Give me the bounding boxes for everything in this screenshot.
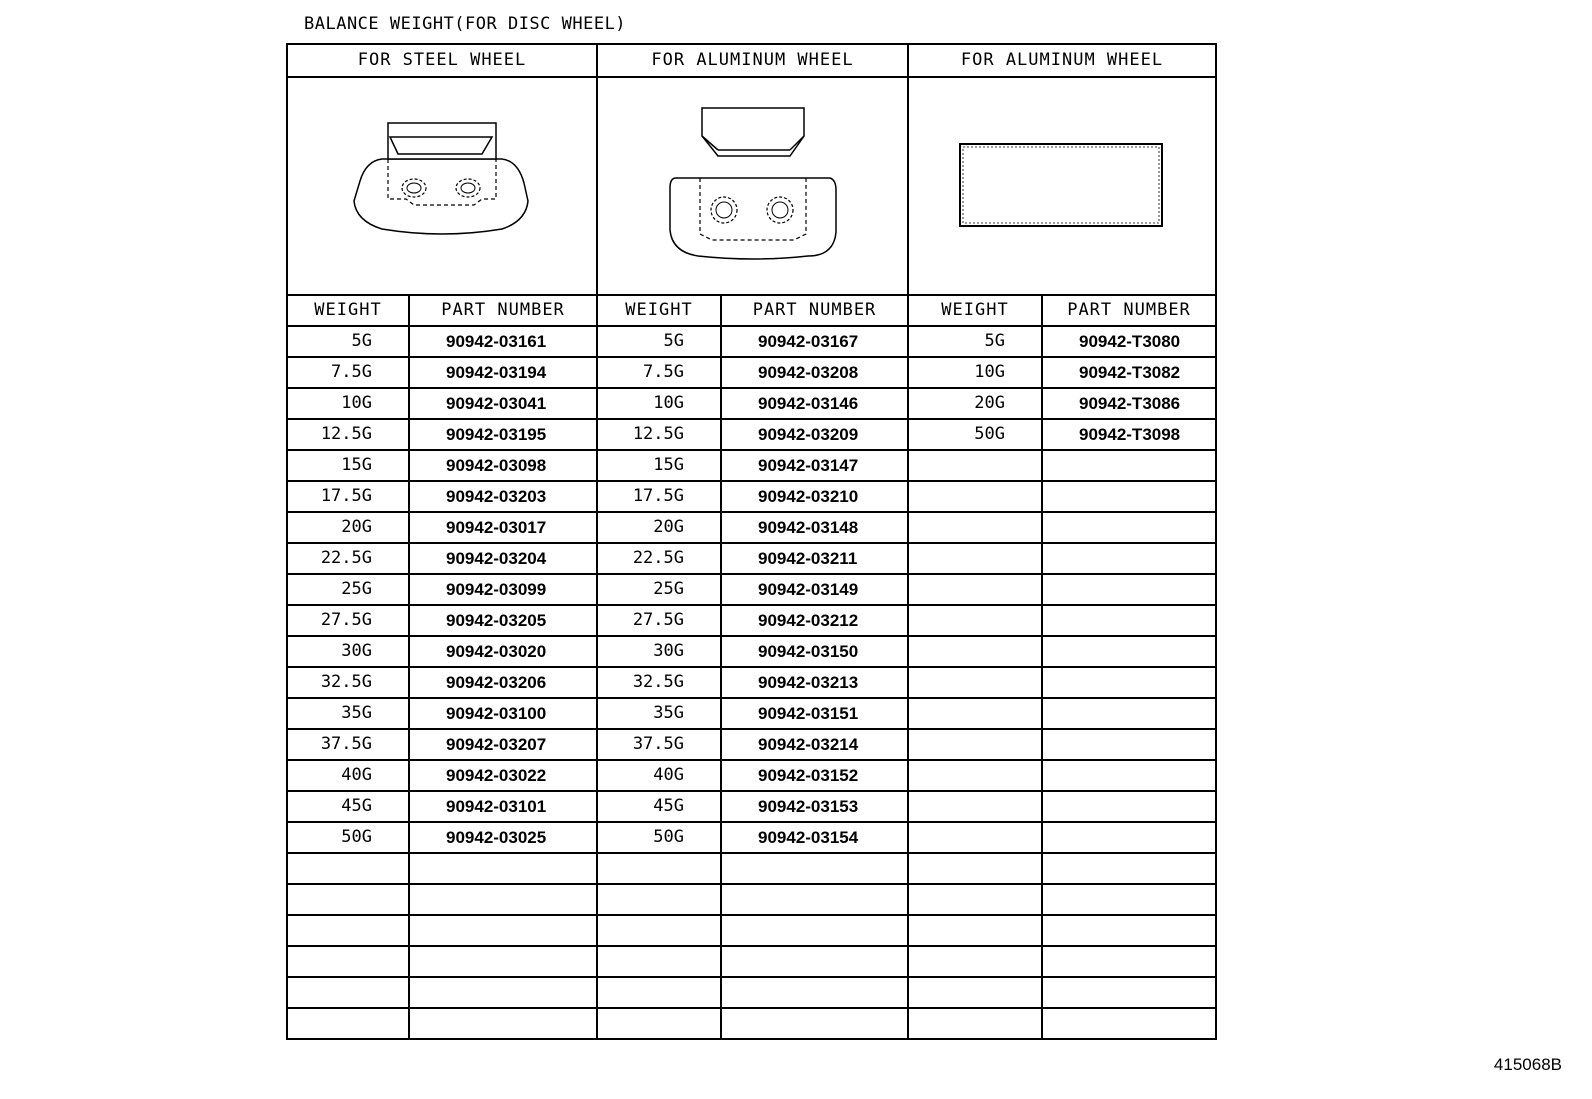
weight-cell: 17.5G [597,481,721,512]
weight-cell: 37.5G [287,729,409,760]
part-number-cell [1042,636,1216,667]
weight-cell [597,946,721,977]
table-row [287,326,1216,357]
part-number-cell [409,915,597,946]
part-number-cell [1042,605,1216,636]
table-row [287,605,1216,636]
part-number-cell: 90942-03146 [721,388,908,419]
part-number-cell: 90942-03214 [721,729,908,760]
steel-clip-weight-icon [342,121,542,251]
table-row [287,853,1216,884]
weight-cell: 30G [597,636,721,667]
part-number-cell: 90942-T3086 [1042,388,1216,419]
part-number-cell: 90942-03204 [409,543,597,574]
weight-cell: 27.5G [287,605,409,636]
weight-cell [908,822,1042,853]
table-row [287,698,1216,729]
part-number-cell [1042,667,1216,698]
part-number-cell: 90942-T3082 [1042,357,1216,388]
part-number-cell: 90942-03151 [721,698,908,729]
col-header-part-number: PART NUMBER [1042,295,1216,326]
part-number-cell: 90942-03148 [721,512,908,543]
col-header-part-number: PART NUMBER [409,295,597,326]
part-number-cell [721,977,908,1008]
weight-cell: 12.5G [597,419,721,450]
weight-cell: 17.5G [287,481,409,512]
aluminum-clip-weight-icon [658,106,848,266]
part-number-cell: 90942-03147 [721,450,908,481]
weight-cell [908,512,1042,543]
weight-cell: 25G [287,574,409,605]
table-row [287,915,1216,946]
part-number-cell [721,884,908,915]
weight-cell: 20G [287,512,409,543]
part-number-cell: 90942-03195 [409,419,597,450]
weight-cell: 50G [597,822,721,853]
table-row [287,636,1216,667]
part-number-cell: 90942-03020 [409,636,597,667]
part-number-cell: 90942-03099 [409,574,597,605]
part-number-cell: 90942-03167 [721,326,908,357]
weight-cell [908,946,1042,977]
part-number-cell: 90942-03211 [721,543,908,574]
part-number-cell: 90942-03205 [409,605,597,636]
part-number-cell: 90942-03022 [409,760,597,791]
table-row [287,543,1216,574]
table-row [287,481,1216,512]
table-row [287,419,1216,450]
weight-cell [287,853,409,884]
weight-cell [597,884,721,915]
weight-cell [908,1008,1042,1039]
table-row [287,760,1216,791]
part-number-cell: 90942-03100 [409,698,597,729]
weight-cell: 15G [597,450,721,481]
group-header-steel: FOR STEEL WHEEL [287,44,597,77]
weight-cell: 10G [908,357,1042,388]
table-row [287,729,1216,760]
part-number-cell [409,884,597,915]
part-number-cell [1042,543,1216,574]
weight-cell [908,977,1042,1008]
weight-cell: 35G [597,698,721,729]
part-number-cell [1042,450,1216,481]
col-header-weight: WEIGHT [908,295,1042,326]
part-number-cell: 90942-03206 [409,667,597,698]
aluminum-weight-illustration-cell [597,77,908,295]
weight-cell [287,946,409,977]
weight-cell [908,853,1042,884]
part-number-cell [1042,884,1216,915]
weight-cell: 25G [597,574,721,605]
part-number-cell [1042,977,1216,1008]
col-header-weight: WEIGHT [597,295,721,326]
part-number-cell: 90942-03212 [721,605,908,636]
weight-cell [908,698,1042,729]
part-number-cell [1042,729,1216,760]
part-number-cell: 90942-03213 [721,667,908,698]
weight-cell: 7.5G [597,357,721,388]
weight-cell [908,543,1042,574]
table-row [287,946,1216,977]
table-row [287,388,1216,419]
part-number-cell: 90942-03208 [721,357,908,388]
weight-cell [597,853,721,884]
group-header-aluminum-2: FOR ALUMINUM WHEEL [908,44,1216,77]
part-number-cell [409,853,597,884]
table-row [287,357,1216,388]
weight-cell: 45G [597,791,721,822]
table-row [287,1008,1216,1039]
weight-cell [287,977,409,1008]
table-row [287,574,1216,605]
weight-cell: 27.5G [597,605,721,636]
weight-cell: 40G [597,760,721,791]
part-number-cell: 90942-03194 [409,357,597,388]
part-number-cell [1042,1008,1216,1039]
part-number-cell: 90942-03101 [409,791,597,822]
part-number-cell: 90942-03154 [721,822,908,853]
part-number-cell: 90942-03203 [409,481,597,512]
weight-cell [908,605,1042,636]
weight-cell [908,574,1042,605]
weight-cell: 32.5G [287,667,409,698]
table-row [287,667,1216,698]
part-number-cell: 90942-03161 [409,326,597,357]
part-number-cell [721,915,908,946]
table-row [287,822,1216,853]
page-title: BALANCE WEIGHT(FOR DISC WHEEL) [304,14,627,34]
weight-cell: 22.5G [597,543,721,574]
col-header-weight: WEIGHT [287,295,409,326]
part-number-cell: 90942-03017 [409,512,597,543]
weight-cell: 50G [908,419,1042,450]
weight-cell [908,915,1042,946]
weight-cell [908,481,1042,512]
weight-cell [908,667,1042,698]
balance-weight-table [286,43,1217,1040]
part-number-cell: 90942-03025 [409,822,597,853]
part-number-cell [1042,791,1216,822]
table-row [287,450,1216,481]
weight-cell: 12.5G [287,419,409,450]
part-number-cell: 90942-03152 [721,760,908,791]
part-number-cell: 90942-03098 [409,450,597,481]
weight-cell [287,915,409,946]
weight-cell: 5G [908,326,1042,357]
weight-cell: 10G [597,388,721,419]
table-row [287,512,1216,543]
weight-cell: 20G [908,388,1042,419]
part-number-cell: 90942-03041 [409,388,597,419]
weight-cell [597,1008,721,1039]
weight-cell: 7.5G [287,357,409,388]
weight-cell [287,1008,409,1039]
weight-cell [597,915,721,946]
part-number-cell [1042,946,1216,977]
part-number-cell [1042,822,1216,853]
table-row [287,884,1216,915]
part-number-cell [409,946,597,977]
part-number-cell [1042,574,1216,605]
part-number-cell [721,946,908,977]
part-number-cell: 90942-03207 [409,729,597,760]
figure-id: 415068B [1493,1055,1562,1074]
weight-cell [908,884,1042,915]
col-header-part-number: PART NUMBER [721,295,908,326]
steel-weight-illustration-cell [287,77,597,295]
part-number-cell: 90942-03210 [721,481,908,512]
weight-cell [908,729,1042,760]
adhesive-weight-icon [952,136,1172,236]
weight-cell [908,636,1042,667]
part-number-cell: 90942-03209 [721,419,908,450]
weight-cell: 32.5G [597,667,721,698]
part-number-cell: 90942-03150 [721,636,908,667]
weight-cell [908,450,1042,481]
part-number-cell [721,1008,908,1039]
table-row [287,977,1216,1008]
part-number-cell [1042,481,1216,512]
table-row [287,791,1216,822]
weight-cell: 30G [287,636,409,667]
part-number-cell [409,1008,597,1039]
group-header-aluminum-1: FOR ALUMINUM WHEEL [597,44,908,77]
part-number-cell: 90942-03149 [721,574,908,605]
weight-cell: 45G [287,791,409,822]
adhesive-weight-illustration-cell [908,77,1216,295]
part-number-cell [1042,915,1216,946]
part-number-cell [1042,853,1216,884]
part-number-cell [409,977,597,1008]
part-number-cell [721,853,908,884]
weight-cell: 37.5G [597,729,721,760]
weight-cell: 5G [597,326,721,357]
weight-cell: 10G [287,388,409,419]
weight-cell: 5G [287,326,409,357]
part-number-cell: 90942-T3098 [1042,419,1216,450]
weight-cell: 22.5G [287,543,409,574]
part-number-cell [1042,698,1216,729]
weight-cell: 50G [287,822,409,853]
part-number-cell [1042,512,1216,543]
part-number-cell: 90942-T3080 [1042,326,1216,357]
weight-cell: 15G [287,450,409,481]
weight-cell: 35G [287,698,409,729]
weight-cell: 40G [287,760,409,791]
weight-cell [287,884,409,915]
weight-cell [908,760,1042,791]
part-number-cell: 90942-03153 [721,791,908,822]
weight-cell [597,977,721,1008]
weight-cell [908,791,1042,822]
weight-cell: 20G [597,512,721,543]
part-number-cell [1042,760,1216,791]
